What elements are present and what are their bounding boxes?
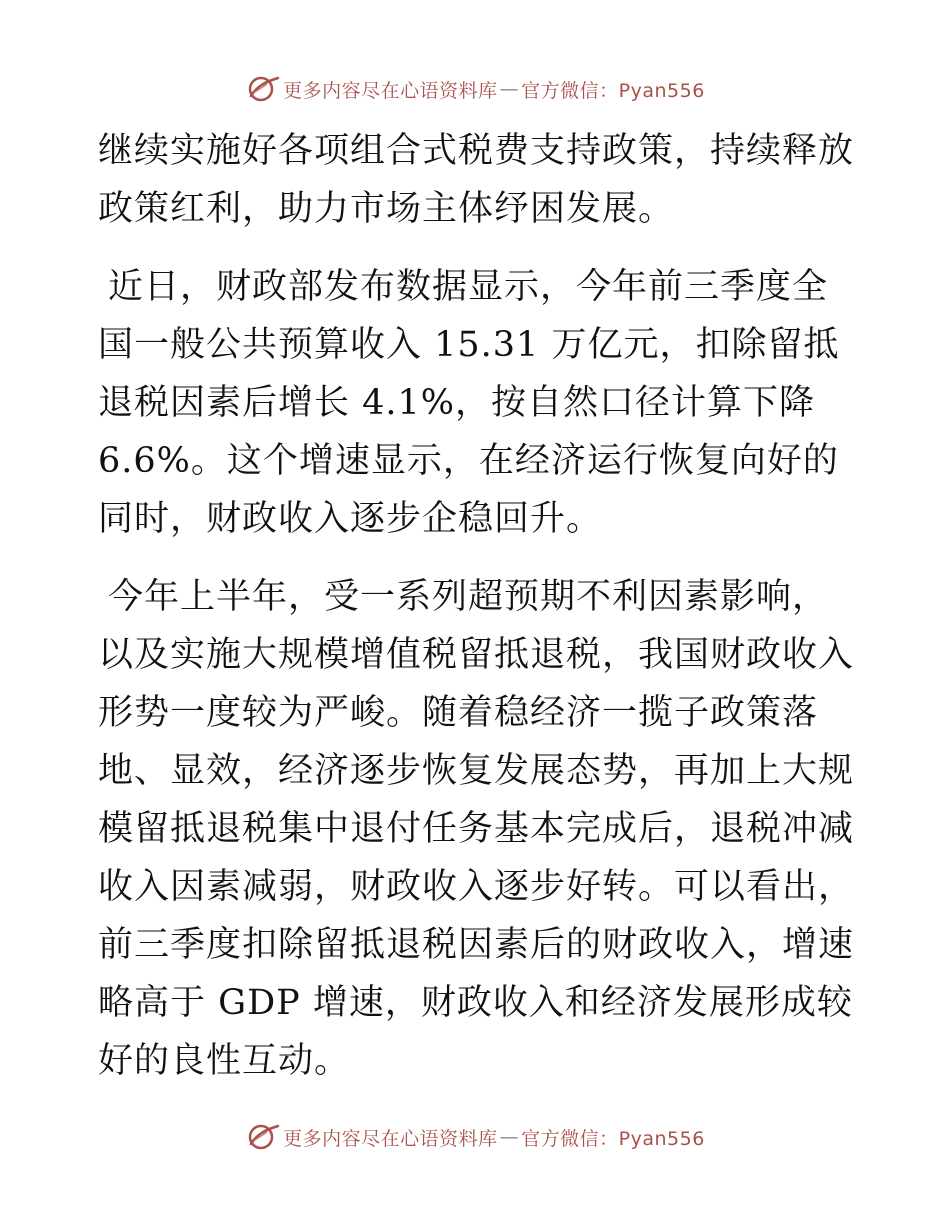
watermark-contact: 官方微信：Pyan556 xyxy=(521,1127,705,1150)
header-watermark xyxy=(0,74,950,104)
signature-logo-icon xyxy=(245,1122,281,1152)
watermark-contact: 官方微信：Pyan556 xyxy=(521,79,705,102)
footer-watermark xyxy=(0,1122,950,1152)
watermark-separator: — xyxy=(499,78,520,100)
watermark-brand: 更多内容尽在心语资料库 xyxy=(283,1127,498,1150)
paragraph-2: 近日，财政部发布数据显示，今年前三季度全国一般公共预算收入 15.31 万亿元，扣除留抵退税因素后增长 4.1%，按自然口径计算下降 6.6%。这个增速显示，在经济运行恢复向好的同时，财政收入逐步企稳回升。 xyxy=(98,267,840,539)
watermark-separator: — xyxy=(499,1126,520,1148)
article-body xyxy=(98,122,858,1110)
watermark-brand: 更多内容尽在心语资料库 xyxy=(283,79,498,102)
paragraph-3: 今年上半年，受一系列超预期不利因素影响，以及实施大规模增值税留抵退税，我国财政收入形势一度较为严峻。随着稳经济一揽子政策落地、显效，经济逐步恢复发展态势，再加上大规模留抵退税集中退付任务基本完成后，退税冲减收入因素减弱，财政收入逐步好转。可以看出，前三季度扣除留抵退税因素后的财政收入，增速略高于 GDP 增速，财政收入和经济发展形成较好的良性互动。 xyxy=(98,577,855,1081)
paragraph-1: 继续实施好各项组合式税费支持政策，持续释放政策红利，助力市场主体纾困发展。 xyxy=(98,131,855,229)
signature-logo-icon xyxy=(245,74,281,104)
